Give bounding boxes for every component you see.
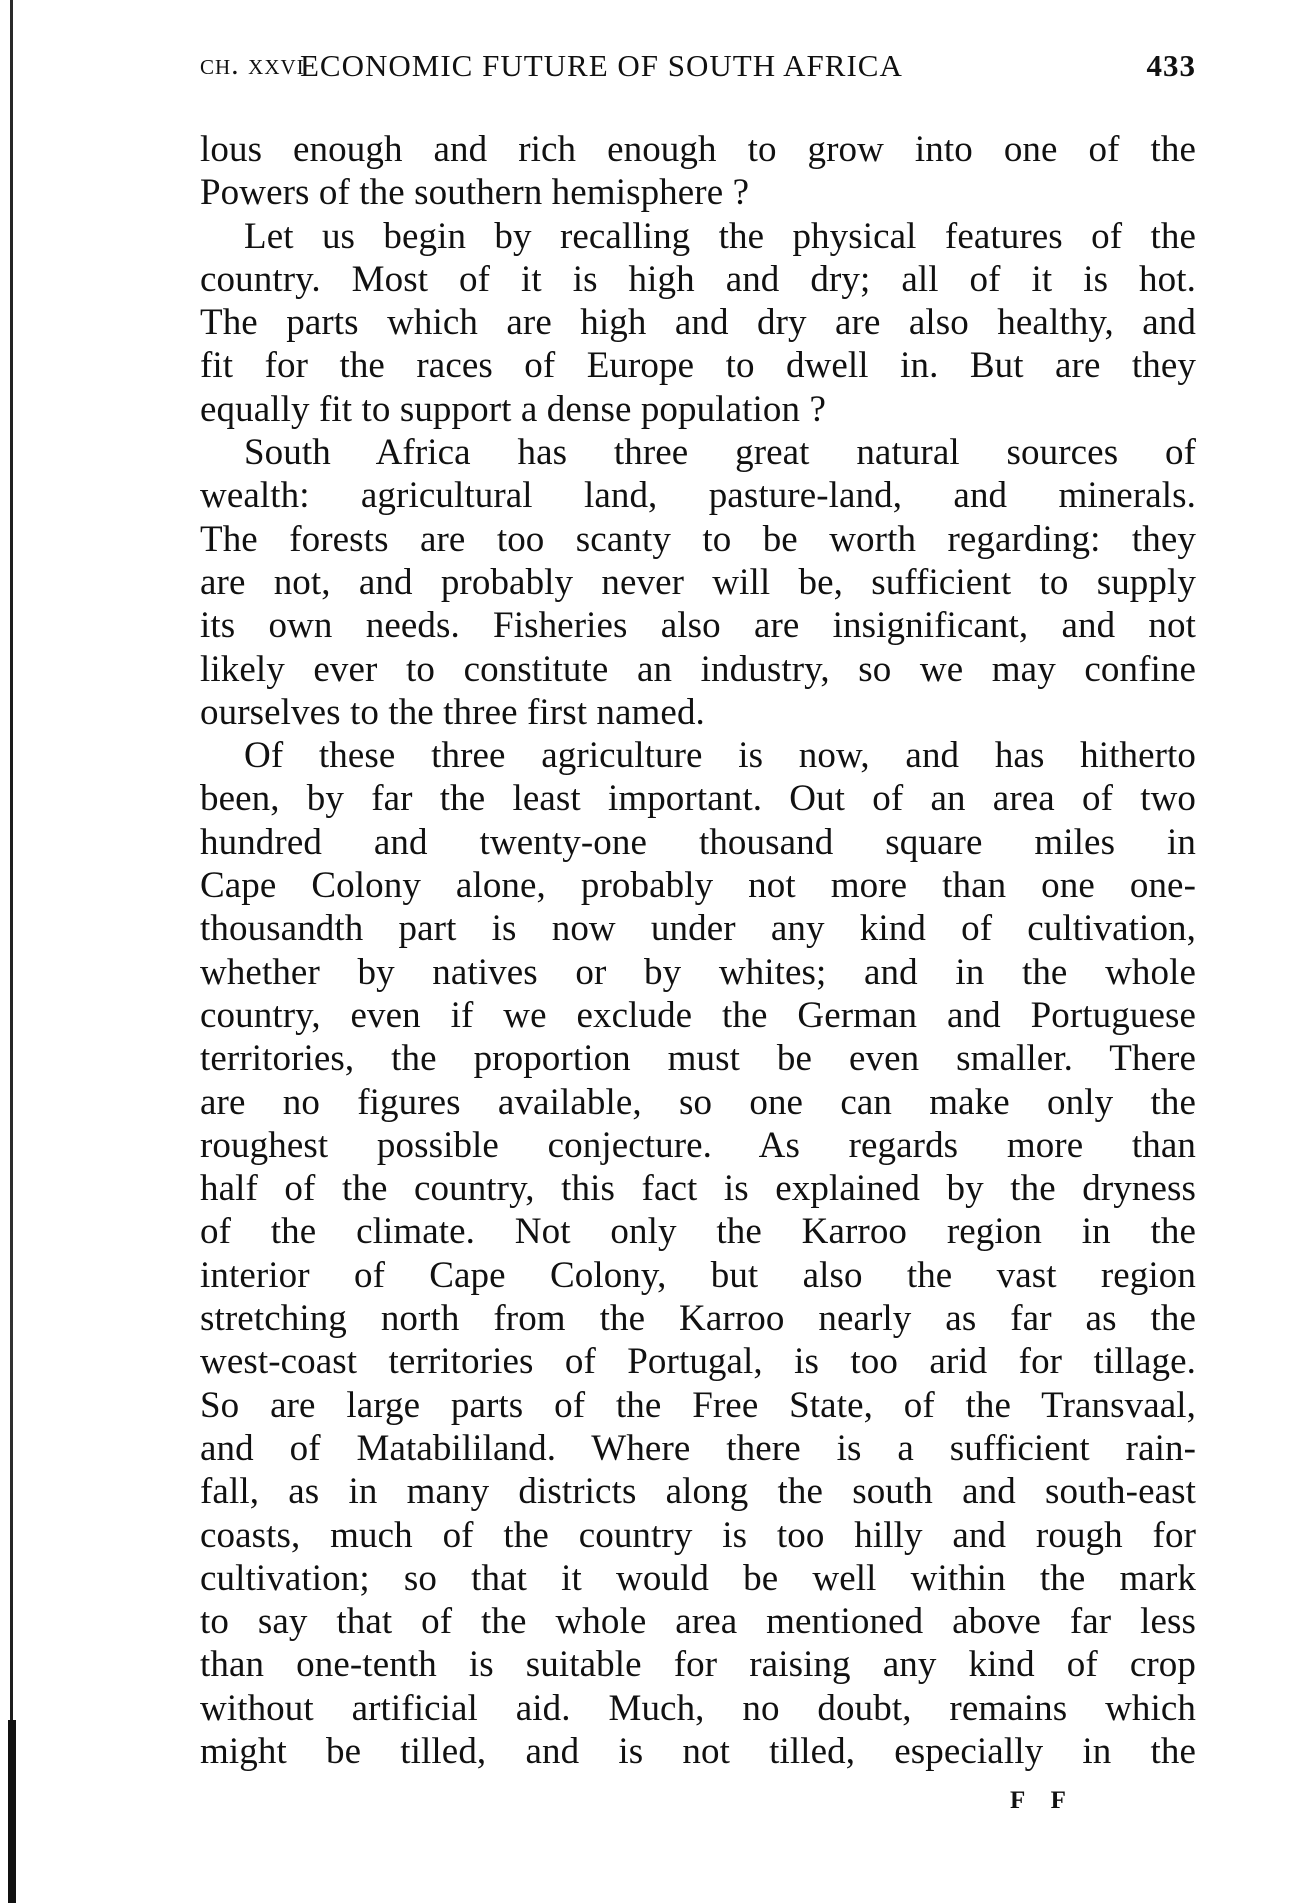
text-line: stretching north from the Karroo nearly as far as the — [200, 1298, 1196, 1340]
text-line: lous enough and rich enough to grow into one of the — [200, 129, 1196, 170]
text-line: cultivation; so that it would be well within the mark — [200, 1557, 1196, 1599]
text-line: ourselves to the three first named. — [200, 691, 705, 733]
text-line: So are large parts of the Free State, of the Transvaal, — [200, 1384, 1196, 1426]
text-line: Cape Colony alone, probably not more than one one- — [200, 865, 1196, 907]
text-line: of the climate. Not only the Karroo region in the — [200, 1211, 1196, 1253]
text-line: its own needs. Fisheries also are insignificant, and not — [200, 605, 1196, 647]
page-number: 433 — [1146, 48, 1196, 83]
chapter-number: ch. xxvi — [200, 48, 305, 81]
text-line: west-coast territories of Portugal, is too arid for tillage. — [200, 1341, 1196, 1383]
text-line: The parts which are high and dry are also healthy, and — [200, 302, 1196, 344]
text-line: are no figures available, so one can make only the — [200, 1081, 1196, 1123]
text-line: South Africa has three great natural sources of — [244, 432, 1196, 474]
text-line: than one-tenth is suitable for raising any kind of crop — [200, 1644, 1196, 1686]
signature-mark: F F — [1010, 1787, 1076, 1814]
text-line: without artificial aid. Much, no doubt, remains which — [200, 1687, 1196, 1729]
text-line: are not, and probably never will be, sufficient to supply — [200, 561, 1196, 603]
text-line: fit for the races of Europe to dwell in. But are they — [200, 345, 1196, 387]
text-line: equally fit to support a dense population ? — [200, 388, 826, 430]
text-line: likely ever to constitute an industry, so we may confine — [200, 648, 1196, 690]
text-line: half of the country, this fact is explained by the dryness — [200, 1168, 1196, 1210]
text-line: hundred and twenty-one thousand square miles in — [200, 821, 1196, 863]
text-line: and of Matabililand. Where there is a sufficient rain- — [200, 1427, 1196, 1469]
text-line: Of these three agriculture is now, and has hitherto — [244, 735, 1196, 777]
body-text — [200, 128, 1196, 1773]
text-line: country. Most of it is high and dry; all of it is hot. — [200, 258, 1196, 300]
text-line: might be tilled, and is not tilled, especially in the — [200, 1730, 1196, 1772]
text-line: been, by far the least important. Out of an area of two — [200, 778, 1196, 820]
text-line: territories, the proportion must be even smaller. There — [200, 1038, 1196, 1080]
text-line: Let us begin by recalling the physical features of the — [244, 215, 1196, 257]
text-line: to say that of the whole area mentioned above far less — [200, 1601, 1196, 1643]
running-title: ECONOMIC FUTURE OF SOUTH AFRICA — [300, 48, 903, 83]
text-line: thousandth part is now under any kind of cultivation, — [200, 908, 1196, 950]
text-line: whether by natives or by whites; and in the whole — [200, 951, 1196, 993]
text-line: The forests are too scanty to be worth regarding: they — [200, 518, 1196, 560]
text-line: coasts, much of the country is too hilly and rough for — [200, 1514, 1196, 1556]
page-spine-shadow — [8, 1720, 16, 1903]
text-line: country, even if we exclude the German and Portuguese — [200, 994, 1196, 1036]
text-line: Powers of the southern hemisphere ? — [200, 172, 750, 214]
text-line: roughest possible conjecture. As regards more than — [200, 1124, 1196, 1166]
text-line: fall, as in many districts along the south and south-east — [200, 1471, 1196, 1513]
text-line: wealth: agricultural land, pasture-land, and minerals. — [200, 475, 1196, 517]
page-spine-edge — [10, 0, 13, 1903]
text-line: interior of Cape Colony, but also the vast region — [200, 1254, 1196, 1296]
